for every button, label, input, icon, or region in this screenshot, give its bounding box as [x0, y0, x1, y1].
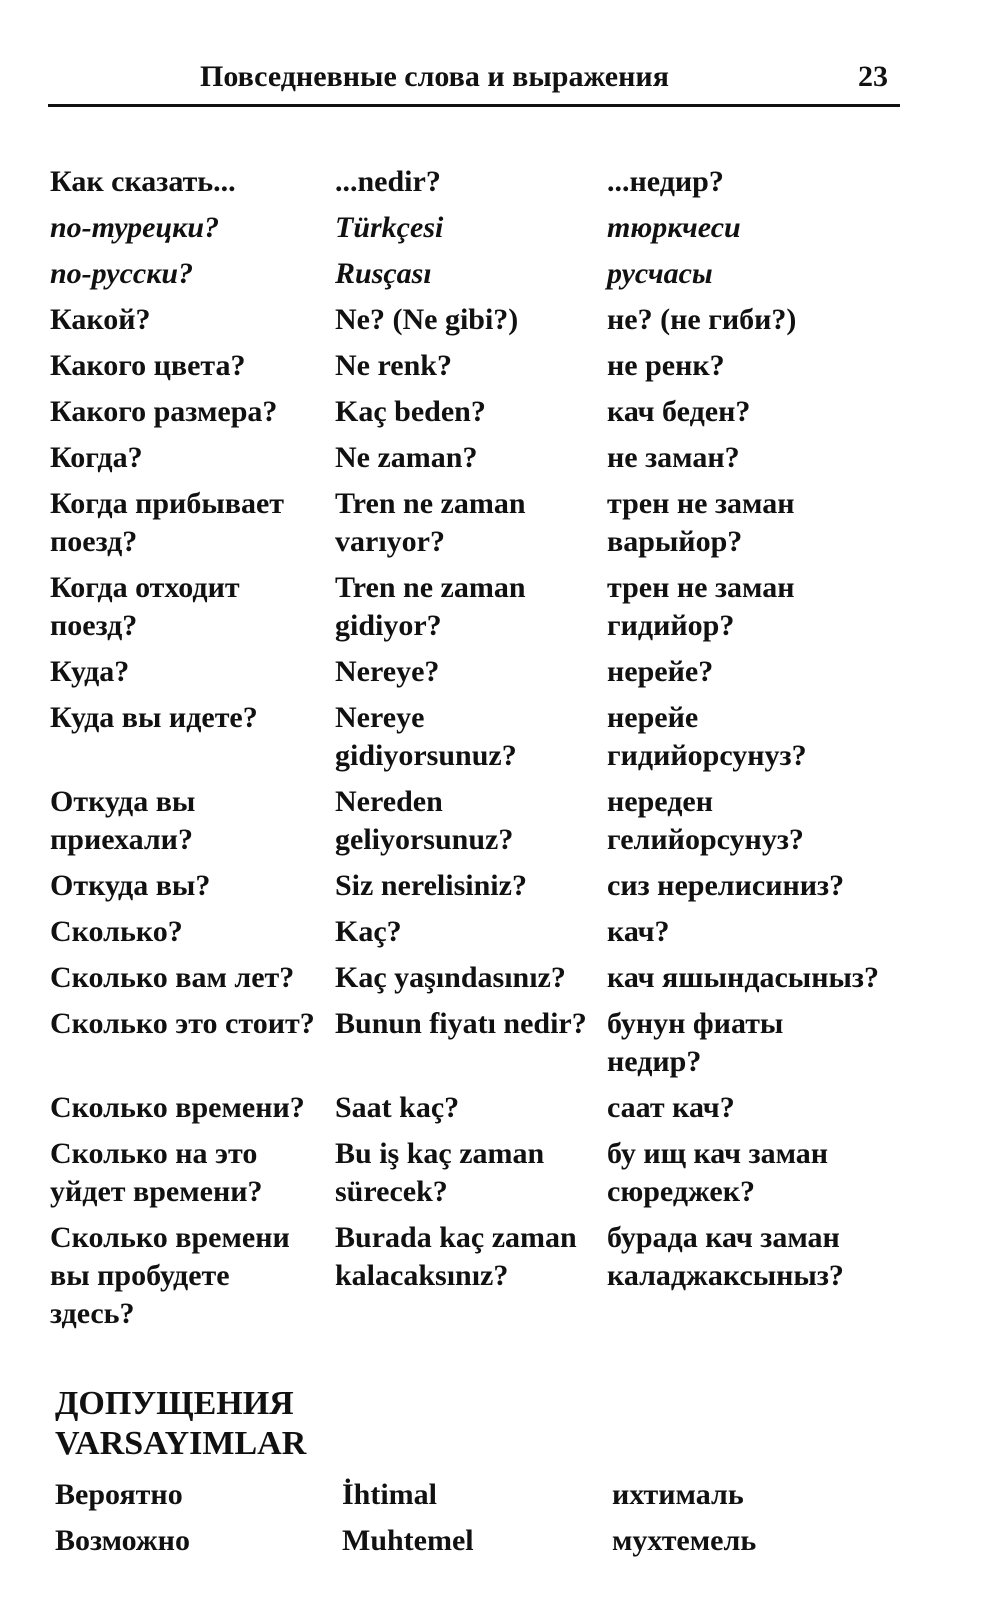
turkish-cell: Nereden geliyorsunuz?	[335, 785, 514, 856]
russian-cell: Откуда вы?	[50, 869, 211, 902]
table-row	[50, 867, 910, 905]
turkish-cell: Burada kaç zaman kalacaksınız?	[335, 1221, 577, 1292]
pronunciation-cell: мухтемель	[612, 1524, 757, 1557]
pronunciation-cell: ...недир?	[607, 165, 724, 198]
pronunciation-cell: трен не заман варыйор?	[607, 487, 795, 558]
pronunciation-cell: кач беден?	[607, 395, 751, 428]
table-row	[50, 393, 910, 431]
phrase-table	[50, 163, 910, 1341]
section-title-ru: ДОПУЩЕНИЯ	[55, 1385, 294, 1422]
pronunciation-cell: бунун фиаты недир?	[607, 1007, 784, 1078]
russian-cell: Сколько?	[50, 915, 183, 948]
turkish-cell: Kaç beden?	[335, 395, 486, 428]
russian-cell: Сколько времени?	[50, 1091, 305, 1124]
table-row	[50, 699, 910, 775]
table-row	[50, 209, 910, 247]
turkish-cell: Kaç?	[335, 915, 402, 948]
table-row	[50, 1005, 910, 1081]
russian-cell: Как сказать...	[50, 165, 236, 198]
pronunciation-cell: кач яшындасыныз?	[607, 961, 879, 994]
turkish-cell: Siz nerelisiniz?	[335, 869, 527, 902]
pronunciation-cell: сиз нерелисиниз?	[607, 869, 845, 902]
table-row	[50, 1135, 910, 1211]
pronunciation-cell: бурада кач заман каладжаксыныз?	[607, 1221, 844, 1292]
turkish-cell: Bunun fiyatı nedir?	[335, 1007, 587, 1040]
turkish-cell: Ne zaman?	[335, 441, 478, 474]
pronunciation-cell: русчасы	[607, 257, 713, 290]
turkish-cell: Nereye?	[335, 655, 440, 688]
pronunciation-cell: тюркчеси	[607, 211, 741, 244]
turkish-cell: Ne renk?	[335, 349, 452, 382]
table-row	[50, 569, 910, 645]
pronunciation-cell: ихтималь	[612, 1478, 744, 1511]
russian-cell: Какого цвета?	[50, 349, 246, 382]
russian-cell: Куда?	[50, 655, 130, 688]
turkish-cell: ...nedir?	[335, 165, 441, 198]
table-row	[55, 1476, 915, 1514]
turkish-cell: Rusçası	[335, 257, 432, 290]
table-row	[55, 1522, 915, 1560]
turkish-cell: Bu iş kaç zaman sürecek?	[335, 1137, 545, 1208]
table-row	[50, 913, 910, 951]
table-row	[50, 301, 910, 339]
pronunciation-cell: не заман?	[607, 441, 740, 474]
turkish-cell: Ne? (Ne gibi?)	[335, 303, 519, 336]
turkish-cell: İhtimal	[342, 1478, 438, 1511]
pronunciation-cell: кач?	[607, 915, 670, 948]
russian-cell: Когда прибывает поезд?	[50, 487, 284, 558]
header-title: Повседневные слова и выражения	[200, 60, 669, 93]
pronunciation-cell: нереден гелийорсунуз?	[607, 785, 804, 856]
russian-cell: Куда вы идете?	[50, 701, 258, 734]
table-row	[50, 1219, 910, 1333]
turkish-cell: Muhtemel	[342, 1524, 474, 1557]
table-row	[50, 1089, 910, 1127]
turkish-cell: Tren ne zaman gidiyor?	[335, 571, 526, 642]
pronunciation-cell: бу ищ кач заман сюреджек?	[607, 1137, 829, 1208]
table-row	[50, 959, 910, 997]
table-row	[50, 439, 910, 477]
table-row	[50, 347, 910, 385]
russian-cell: Вероятно	[55, 1478, 183, 1511]
table-row	[50, 485, 910, 561]
turkish-cell: Tren ne zaman varıyor?	[335, 487, 526, 558]
pronunciation-cell: не ренк?	[607, 349, 725, 382]
page-header	[48, 56, 900, 107]
table-row	[50, 163, 910, 201]
russian-cell: Сколько вам лет?	[50, 961, 295, 994]
pronunciation-cell: саат кач?	[607, 1091, 735, 1124]
turkish-cell: Kaç yaşındasınız?	[335, 961, 566, 994]
turkish-cell: Türkçesi	[335, 211, 444, 244]
page-number: 23	[858, 60, 888, 93]
russian-cell: Сколько это стоит?	[50, 1007, 315, 1040]
russian-cell: Сколько на это уйдет времени?	[50, 1137, 263, 1208]
table-row	[50, 783, 910, 859]
pronunciation-cell: нерейе?	[607, 655, 714, 688]
turkish-cell: Nereye gidiyorsunuz?	[335, 701, 517, 772]
russian-cell: Какого размера?	[50, 395, 278, 428]
russian-cell: по-русски?	[50, 257, 194, 290]
russian-cell: Когда?	[50, 441, 143, 474]
russian-cell: Когда отходит поезд?	[50, 571, 240, 642]
pronunciation-cell: трен не заман гидийор?	[607, 571, 795, 642]
russian-cell: по-турецки?	[50, 211, 220, 244]
pronunciation-cell: нерейе гидийорсунуз?	[607, 701, 807, 772]
russian-cell: Сколько времени вы пробудете здесь?	[50, 1221, 290, 1330]
pronunciation-cell: не? (не гиби?)	[607, 303, 797, 336]
assumptions-table	[55, 1476, 915, 1568]
table-row	[50, 653, 910, 691]
table-row	[50, 255, 910, 293]
russian-cell: Какой?	[50, 303, 151, 336]
turkish-cell: Saat kaç?	[335, 1091, 460, 1124]
section-title-tr: VARSAYIMLAR	[55, 1425, 307, 1462]
russian-cell: Откуда вы приехали?	[50, 785, 196, 856]
section-heading	[55, 1384, 306, 1464]
russian-cell: Возможно	[55, 1524, 190, 1557]
